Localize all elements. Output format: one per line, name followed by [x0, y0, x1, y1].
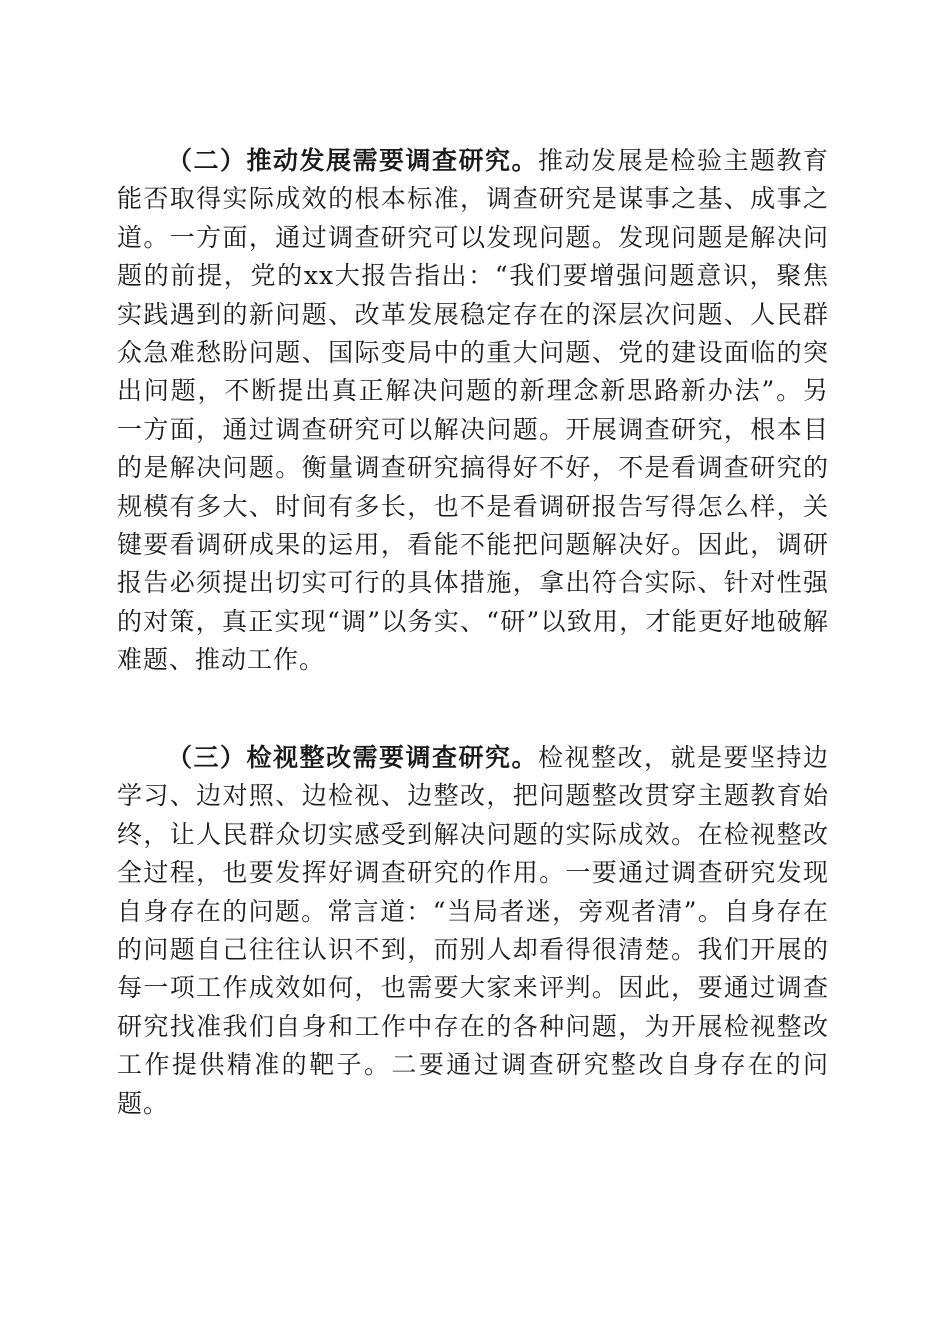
paragraph-heading: （三）检视整改需要调查研究。 — [167, 743, 538, 772]
paragraph-body: 推动发展是检验主题教育能否取得实际成效的根本标准，调查研究是谋事之基、成事之道。一方面，通过调查研究可以发现问题。发现问题是解决问题的前提，党的xx大报告指出：“我们要增强问题意识，聚焦实践遇到的新问题、改革发展稳定存在的深层次问题、人民群众急难愁盼问题、国际变局中的重大问题、党的建设面临的突出问题，不断提出真正解决问题的新理念新思路新办法”。另一方面，通过调查研究可以解决问题。开展调查研究，根本目的是解决问题。衡量调查研究搞得好不好，不是看调查研究的规模有多大、时间有多长，也不是看调研报告写得怎么样，关键要看调研成果的运用，看能不能把问题解决好。因此，调研报告必须提出切实可行的具体措施，拿出符合实际、针对性强的对策，真正实现“调”以务实、“研”以致用，才能更好地破解难题、推动工作。 — [117, 146, 829, 675]
paragraph-inspection — [117, 739, 829, 1123]
paragraph-development — [117, 142, 829, 680]
paragraph-body: 检视整改，就是要坚持边学习、边对照、边检视、边整改，把问题整改贯穿主题教育始终，让人民群众切实感受到解决问题的实际成效。在检视整改全过程，也要发挥好调查研究的作用。一要通过调查研究发现自身存在的问题。常言道：“当局者迷，旁观者清”。自身存在的问题自己往往认识不到，而别人却看得很清楚。我们开展的每一项工作成效如何，也需要大家来评判。因此，要通过调查研究找准我们自身和工作中存在的各种问题，为开展检视整改工作提供精准的靶子。二要通过调查研究整改自身存在的问题。 — [117, 743, 829, 1118]
paragraph-heading: （二）推动发展需要调查研究。 — [167, 146, 538, 175]
